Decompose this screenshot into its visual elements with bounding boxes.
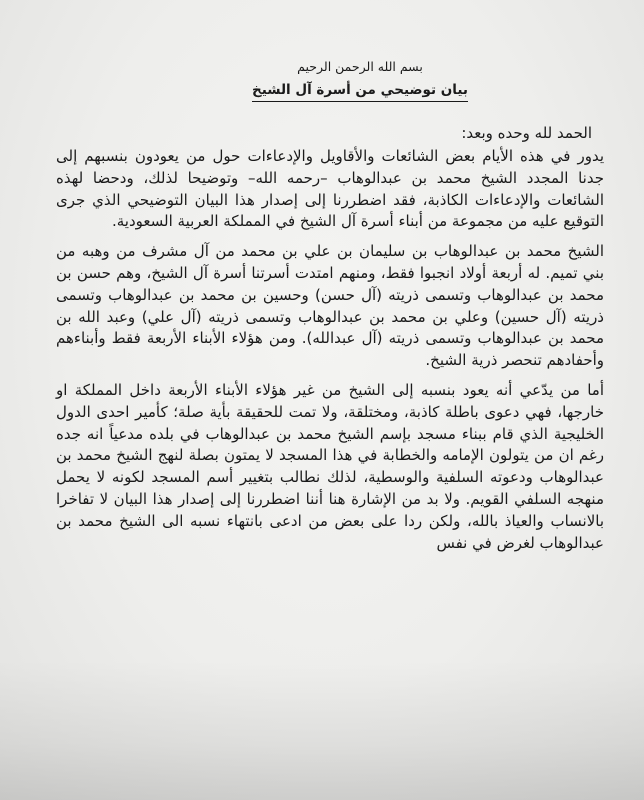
document-title: بيان توضيحي من أسرة آل الشيخ (252, 80, 468, 102)
document-header (116, 58, 604, 102)
basmala: بسم الله الرحمن الرحيم (297, 59, 423, 74)
paragraph-lineage: الشيخ محمد بن عبدالوهاب بن سليمان بن علي بن محمد من آل مشرف من وهبه من بني تميم. له أربعة أولاد انجبوا فقط، ومنهم امتدت أسرتنا أسرة آل الشيخ، وهم حسن بن محمد بن عبدالوهاب وتسمى ذريته (آل حسن) وحسين بن محمد بن عبدالوهاب وتسمى ذريته (آل حسين) وعلي بن محمد بن عبدالوهاب وتسمى ذريته (آل علي) وعبد الله بن محمد بن عبدالوهاب وتسمى ذريته (آل عبدالله). ومن هؤلاء الأبناء الأربعة فقط وأبناءهم وأحفادهم تنحصر ذرية الشيخ. (56, 242, 604, 370)
statement-document (56, 58, 604, 562)
page-shadow (0, 660, 644, 800)
opening-line: الحمد لله وحده وبعد: (461, 124, 592, 142)
paragraph-refutation: أما من يدّعي أنه يعود بنسبه إلى الشيخ من غير هؤلاء الأبناء الأربعة داخل المملكة او خارجها، فهي دعوى باطلة كاذبة، ومختلقة، ولا تمت للحقيقة بأية صلة؛ كأمير احدى الدول الخليجية الذي قام ببناء مسجد بإسم الشيخ محمد بن عبدالوهاب في بلده مدعياً انه جده رغم ان من يتولون الإمامه والخطابة في هذا المسجد لا يمتون بصلة لنهج الشيخ محمد بن عبدالوهاب ودعوته السلفية والوسطية، لذلك نطالب بتغيير أسم المسجد لكونه لا يحمل منهجه السلفي القويم. ولا بد من الإشارة هنا أننا اضطررنا إلى إصدار هذا البيان لا تفاخرا بالانساب والعياذ بالله، ولكن ردا على بعض من ادعى بانتهاء نسبه الى الشيخ محمد بن عبدالوهاب لغرض في نفس (56, 380, 604, 552)
paragraph-introduction: يدور في هذه الأيام بعض الشائعات والأقاويل والإدعاءات حول من يعودون بنسبهم إلى جدنا المجدد الشيخ محمد بن عبدالوهاب –رحمه الله– وتوضيحا لذلك، ودحضا لهذه الشائعات والإدعاءات الكاذبة، فقد اضطررنا إلى إصدار هذا البيان التوضيحي الذي جرى التوقيع عليه من مجموعة من أبناء أسرة آل الشيخ في المملكة العربية السعودية. (56, 147, 604, 231)
